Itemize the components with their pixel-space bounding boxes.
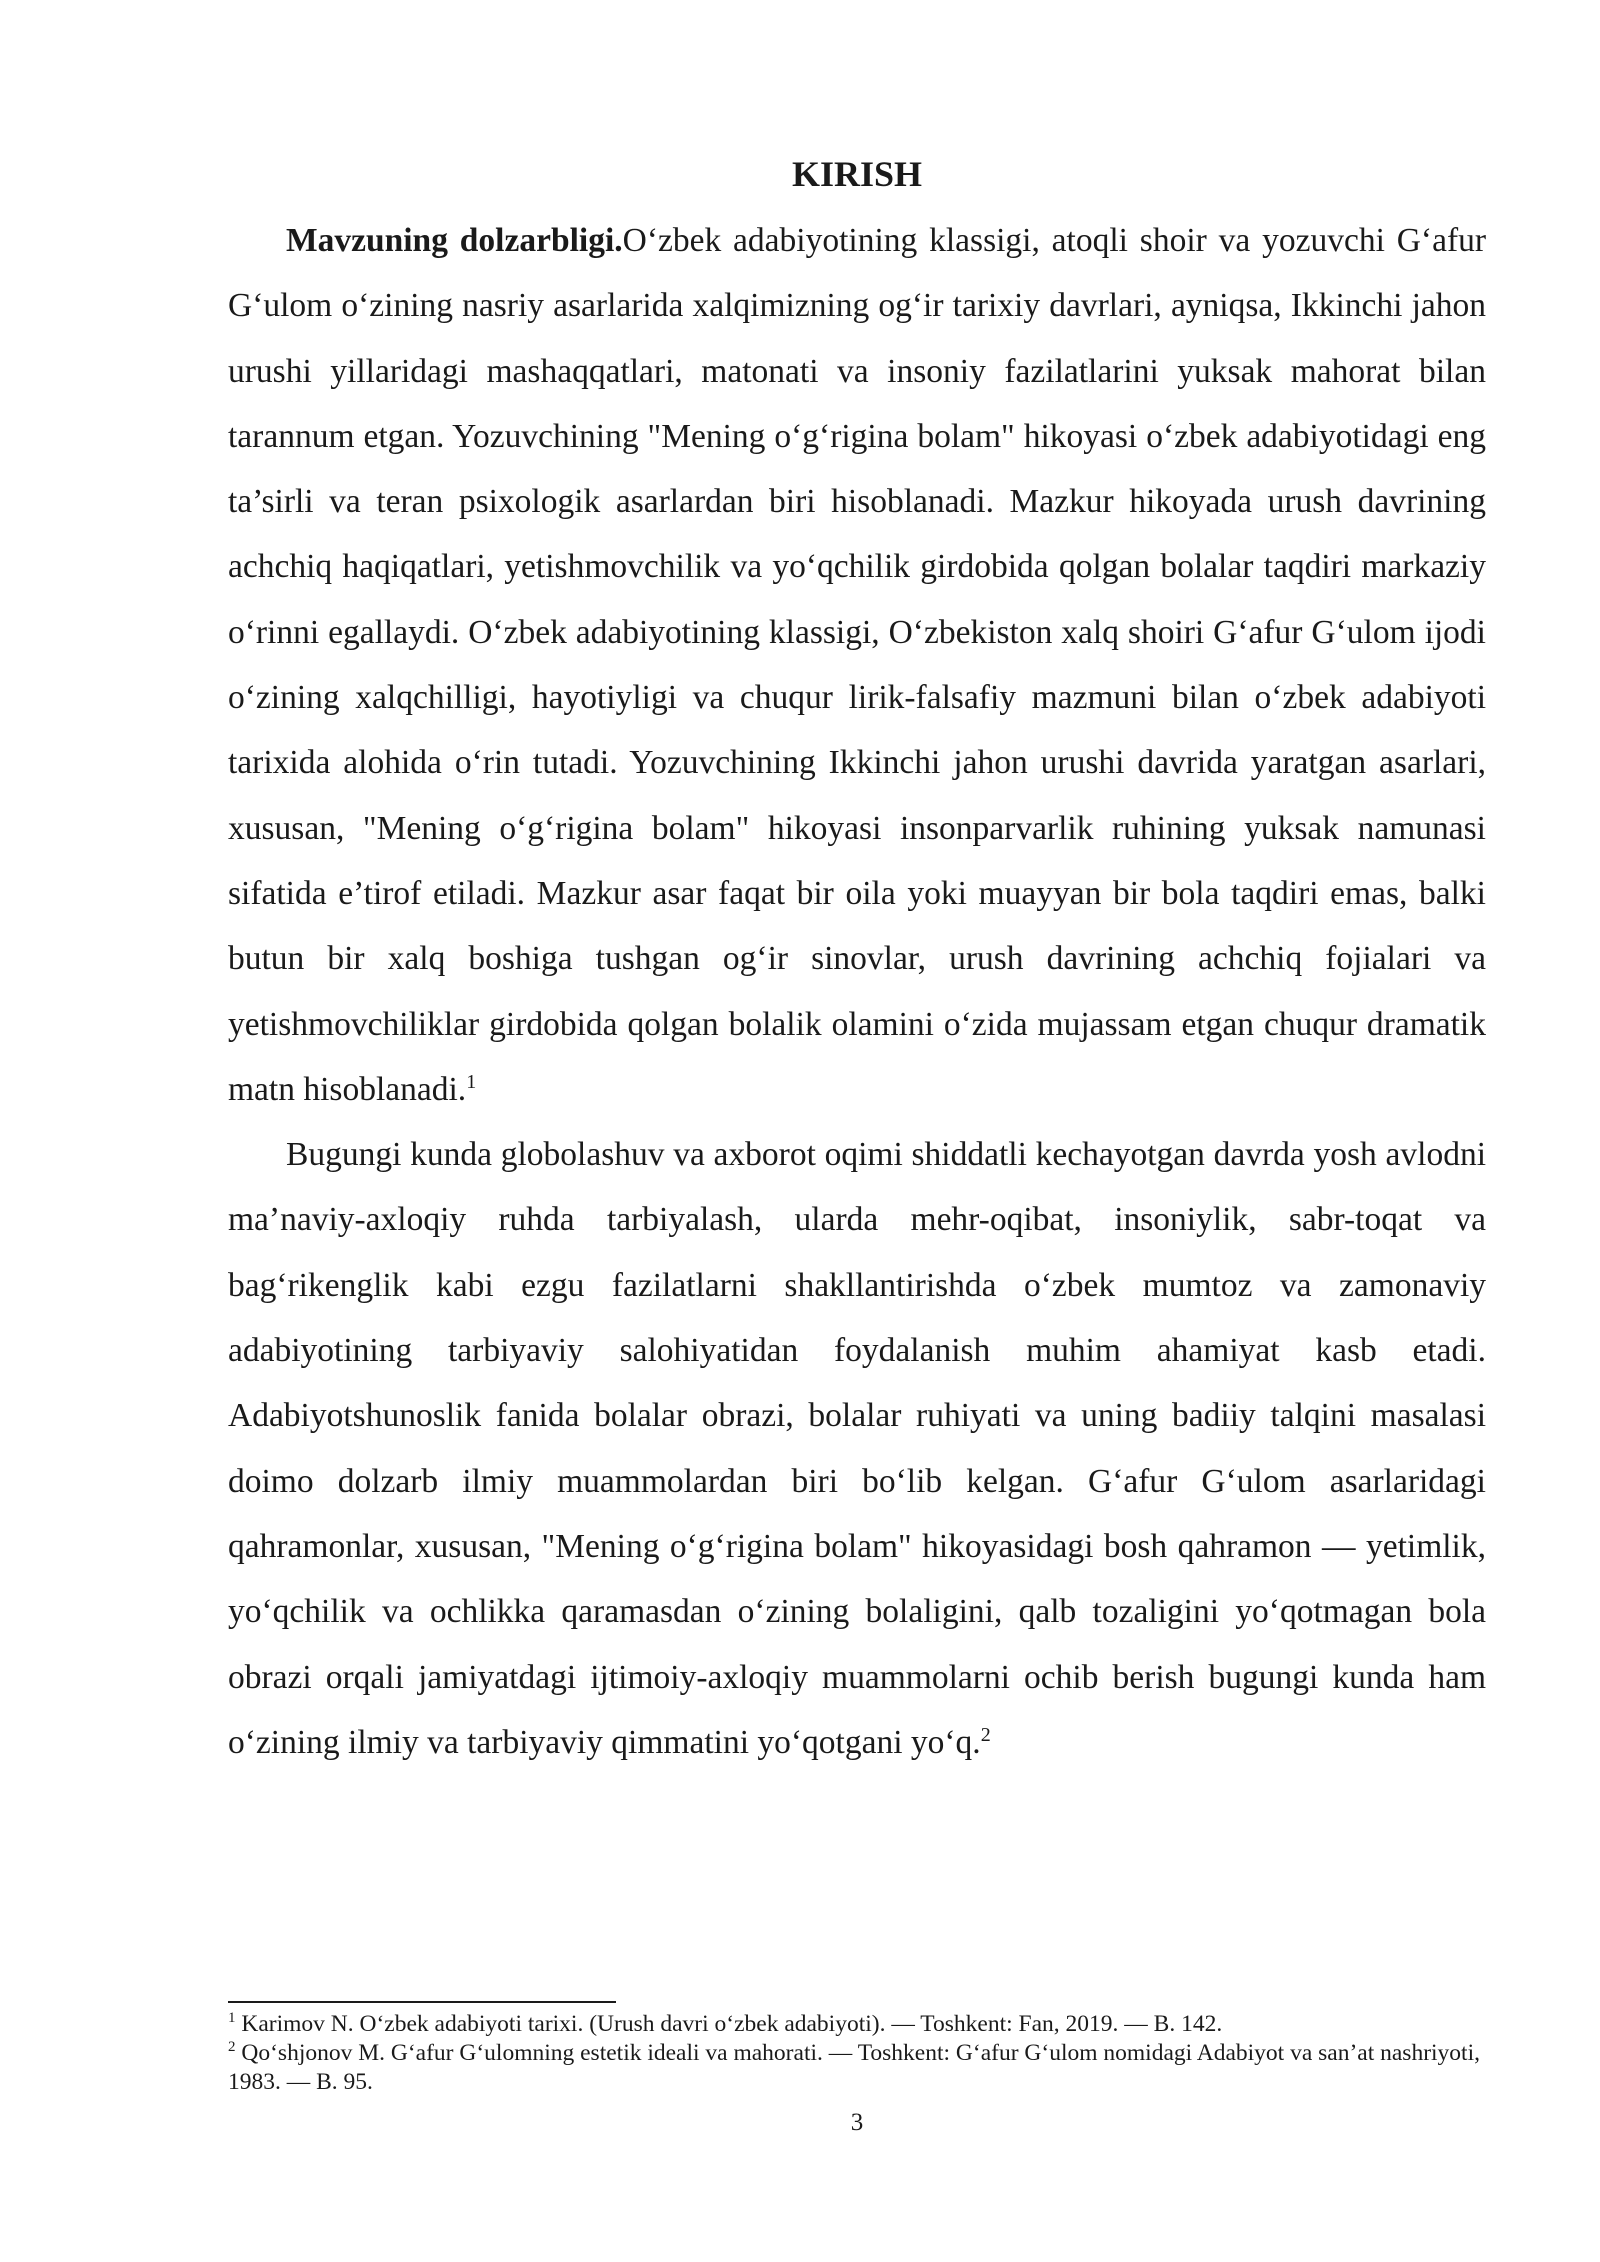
footnote-ref[interactable]: 1: [466, 1070, 477, 1093]
footnotes: [228, 2010, 1486, 2097]
footnote-item: [228, 2039, 1486, 2097]
footnote-item: [228, 2010, 1486, 2039]
paragraph-relevance: [228, 208, 1486, 1122]
footnote-mark: 1: [228, 2010, 236, 2027]
section-heading: KIRISH: [791, 154, 923, 194]
lead-term: Mavzuning dolzarbligi.: [286, 222, 623, 259]
footnote-mark: 2: [228, 2039, 236, 2056]
footnote-ref[interactable]: 2: [980, 1723, 991, 1746]
footnote-text: Karimov N. O‘zbek adabiyoti tarixi. (Urush davri o‘zbek adabiyoti). — Toshkent: Fan, 2019. — B. 142.: [241, 2011, 1223, 2037]
body-text: [228, 208, 1486, 1775]
paragraph-significance: [228, 1122, 1486, 1775]
paragraph-text: Bugungi kunda globolashuv va axborot oqimi shiddatli kechayotgan davrda yosh avlodni ma’naviy-axloqiy ruhda tarbiyalash, ularda mehr-oqibat, insoniylik, sabr-toqat va bag‘rikenglik kabi ezgu fazilatlarni shakllantirishda o‘zbek mumtoz va zamonaviy adabiyotining tarbiyaviy salohiyatidan foydalanish muhim ahamiyat kasb etadi. Adabiyotshunoslik fanida bolalar obrazi, bolalar ruhiyati va uning badiiy talqini masalasi doimo dolzarb ilmiy muammolardan biri bo‘lib kelgan. G‘afur G‘ulom asarlaridagi qahramonlar, xususan, "Mening o‘g‘rigina bolam" hikoyasidagi bosh qahramon — yetimlik, yo‘qchilik va ochlikka qaramasdan o‘zining bolaligini, qalb tozaligini yo‘qotmagan bola obrazi orqali jamiyatdagi ijtimoiy-axloqiy muammolarni ochib berish bugungi kunda ham o‘zining ilmiy va tarbiyaviy qimmatini yo‘qotgani yo‘q.: [228, 1136, 1486, 1761]
page-number: 3: [850, 2109, 864, 2136]
footnote-separator: [228, 2001, 616, 2003]
footnote-text: Qo‘shjonov M. G‘afur G‘ulomning estetik ideali va mahorati. — Toshkent: G‘afur G‘ulom nomidagi Adabiyot va san’at nashriyoti, 1983. — B. 95.: [228, 2040, 1480, 2095]
paragraph-text: O‘zbek adabiyotining klassigi, atoqli shoir va yozuvchi G‘afur G‘ulom o‘zining nasriy asarlarida xalqimizning og‘ir tarixiy davrlari, ayniqsa, Ikkinchi jahon urushi yillaridagi mashaqqatlari, matonati va insoniy fazilatlarini yuksak mahorat bilan tarannum etgan. Yozuvchining "Mening o‘g‘rigina bolam" hikoyasi o‘zbek adabiyotidagi eng ta’sirli va teran psixologik asarlardan biri hisoblanadi. Mazkur hikoyada urush davrining achchiq haqiqatlari, yetishmovchilik va yo‘qchilik girdobida qolgan bolalar taqdiri markaziy o‘rinni egallaydi. O‘zbek adabiyotining klassigi, O‘zbekiston xalq shoiri G‘afur G‘ulom ijodi o‘zining xalqchilligi, hayotiyligi va chuqur lirik-falsafiy mazmuni bilan o‘zbek adabiyoti tarixida alohida o‘rin tutadi. Yozuvchining Ikkinchi jahon urushi davrida yaratgan asarlari, xususan, "Mening o‘g‘rigina bolam" hikoyasi insonparvarlik ruhining yuksak namunasi sifatida e’tirof etiladi. Mazkur asar faqat bir oila yoki muayyan bir bola taqdiri emas, balki butun bir xalq boshiga tushgan og‘ir sinovlar, urush davrining achchiq fojialari va yetishmovchiliklar girdobida qolgan bolalik olamini o‘zida mujassam etgan chuqur dramatik matn hisoblanadi.: [228, 222, 1487, 1108]
